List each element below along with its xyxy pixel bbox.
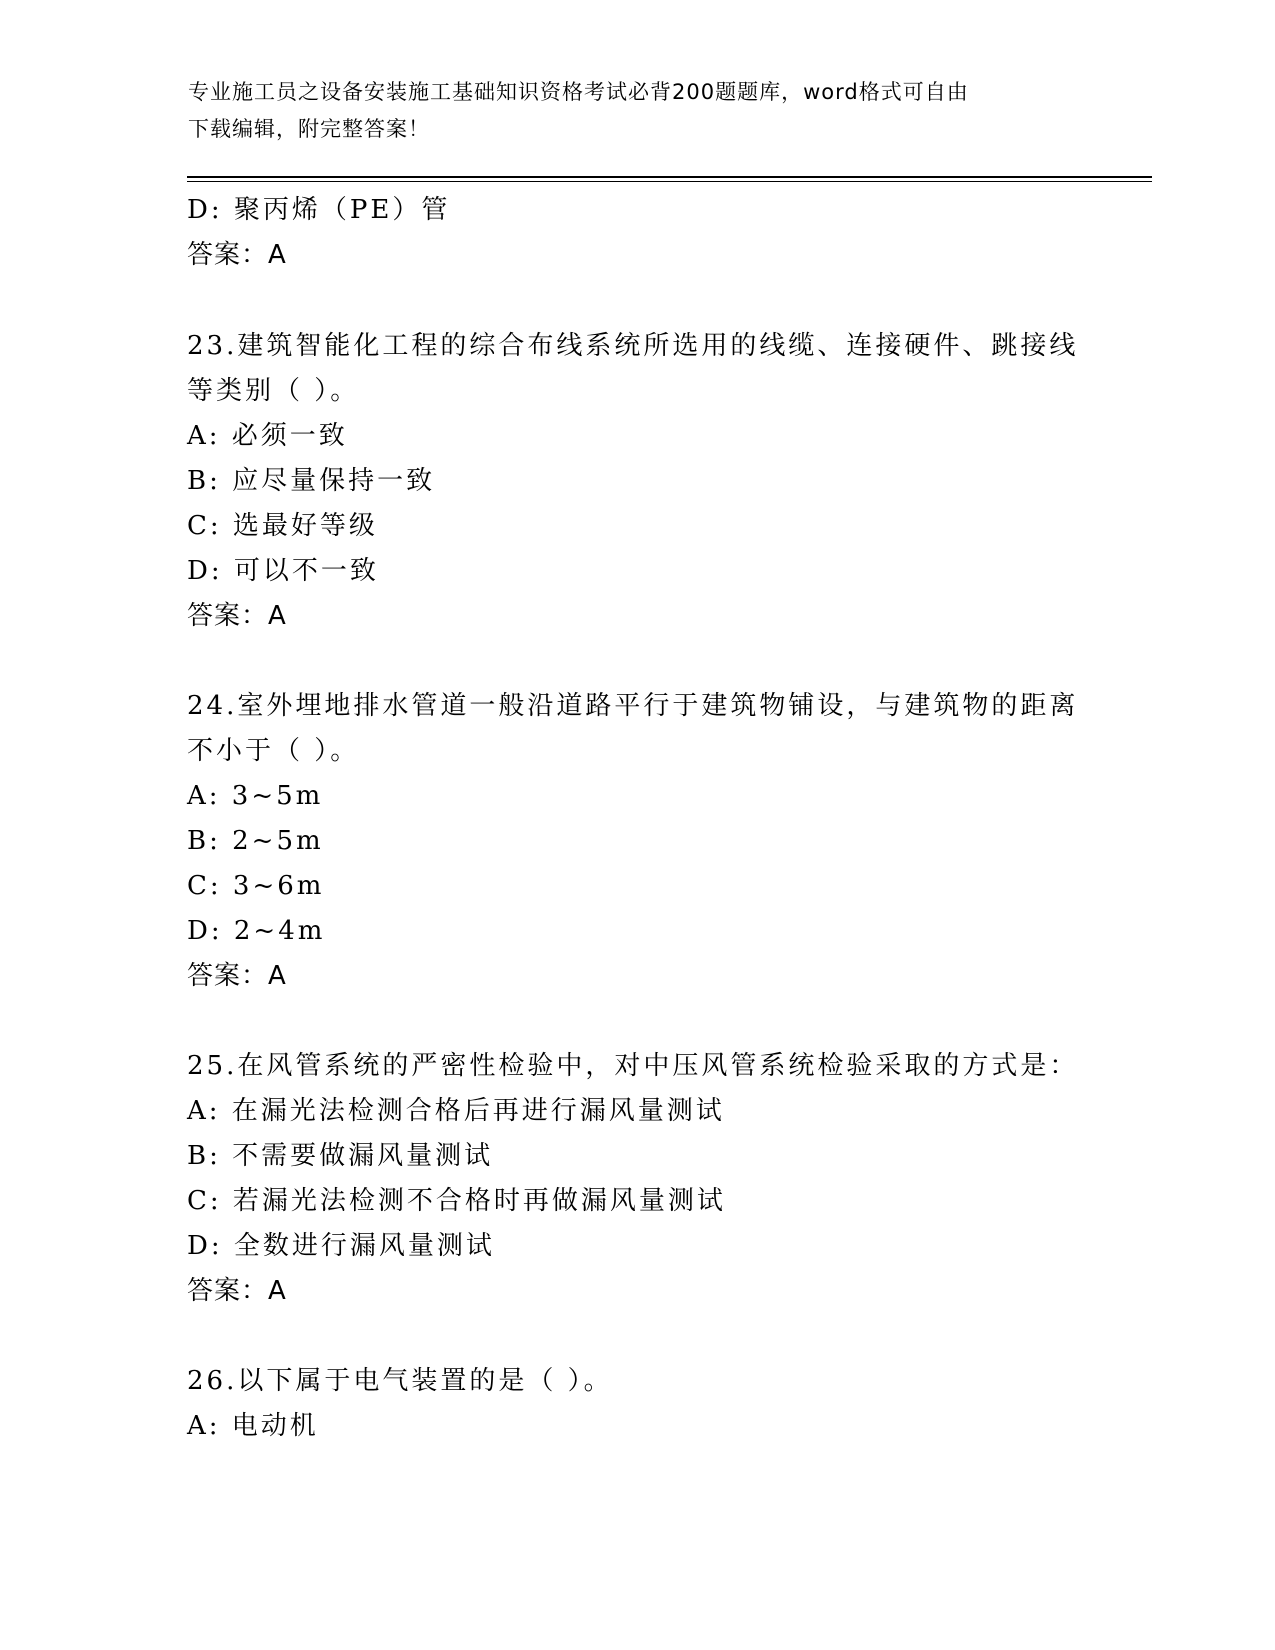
q26-option-a: A: 电动机 — [187, 1411, 319, 1441]
q24-answer: 答案：A — [187, 961, 287, 991]
q23-option-c: C: 选最好等级 — [187, 511, 378, 541]
q24-option-c: C: 3~6m — [187, 871, 325, 901]
q26-stem-line-1: 26.以下属于电气装置的是（ ）。 — [187, 1366, 613, 1396]
q25-option-a: A: 在漏光法检测合格后再进行漏风量测试 — [187, 1096, 725, 1126]
q22-option-d: D: 聚丙烯（PE）管 — [187, 195, 451, 225]
q24-option-b: B: 2~5m — [187, 826, 324, 856]
q23-stem-line-1: 23.建筑智能化工程的综合布线系统所选用的线缆、连接硬件、跳接线 — [187, 331, 1079, 361]
q25-option-c: C: 若漏光法检测不合格时再做漏风量测试 — [187, 1186, 726, 1216]
q25-stem-line-1: 25.在风管系统的严密性检验中，对中压风管系统检验采取的方式是： — [187, 1051, 1079, 1081]
q25-answer: 答案：A — [187, 1276, 287, 1306]
document-header — [188, 74, 1088, 148]
q23-option-d: D: 可以不一致 — [187, 556, 379, 586]
q24-option-a: A: 3~5m — [187, 781, 324, 811]
q23-option-a: A: 必须一致 — [187, 421, 348, 451]
q24-stem-line-1: 24.室外埋地排水管道一般沿道路平行于建筑物铺设，与建筑物的距离 — [187, 691, 1079, 721]
header-rule-thin — [187, 181, 1152, 182]
q25-option-d: D: 全数进行漏风量测试 — [187, 1231, 495, 1261]
q24-option-d: D: 2~4m — [187, 916, 326, 946]
q23-answer: 答案：A — [187, 601, 287, 631]
q23-option-b: B: 应尽量保持一致 — [187, 466, 436, 496]
q24-stem-line-2: 不小于（ ）。 — [187, 736, 360, 766]
q22-answer: 答案：A — [187, 240, 287, 270]
header-line-1: 专业施工员之设备安装施工基础知识资格考试必背200题题库，word格式可自由 — [188, 80, 969, 104]
header-rule-thick — [187, 176, 1152, 178]
q23-stem-line-2: 等类别（ ）。 — [187, 376, 360, 406]
q25-option-b: B: 不需要做漏风量测试 — [187, 1141, 494, 1171]
header-line-2: 下载编辑，附完整答案！ — [188, 117, 430, 141]
